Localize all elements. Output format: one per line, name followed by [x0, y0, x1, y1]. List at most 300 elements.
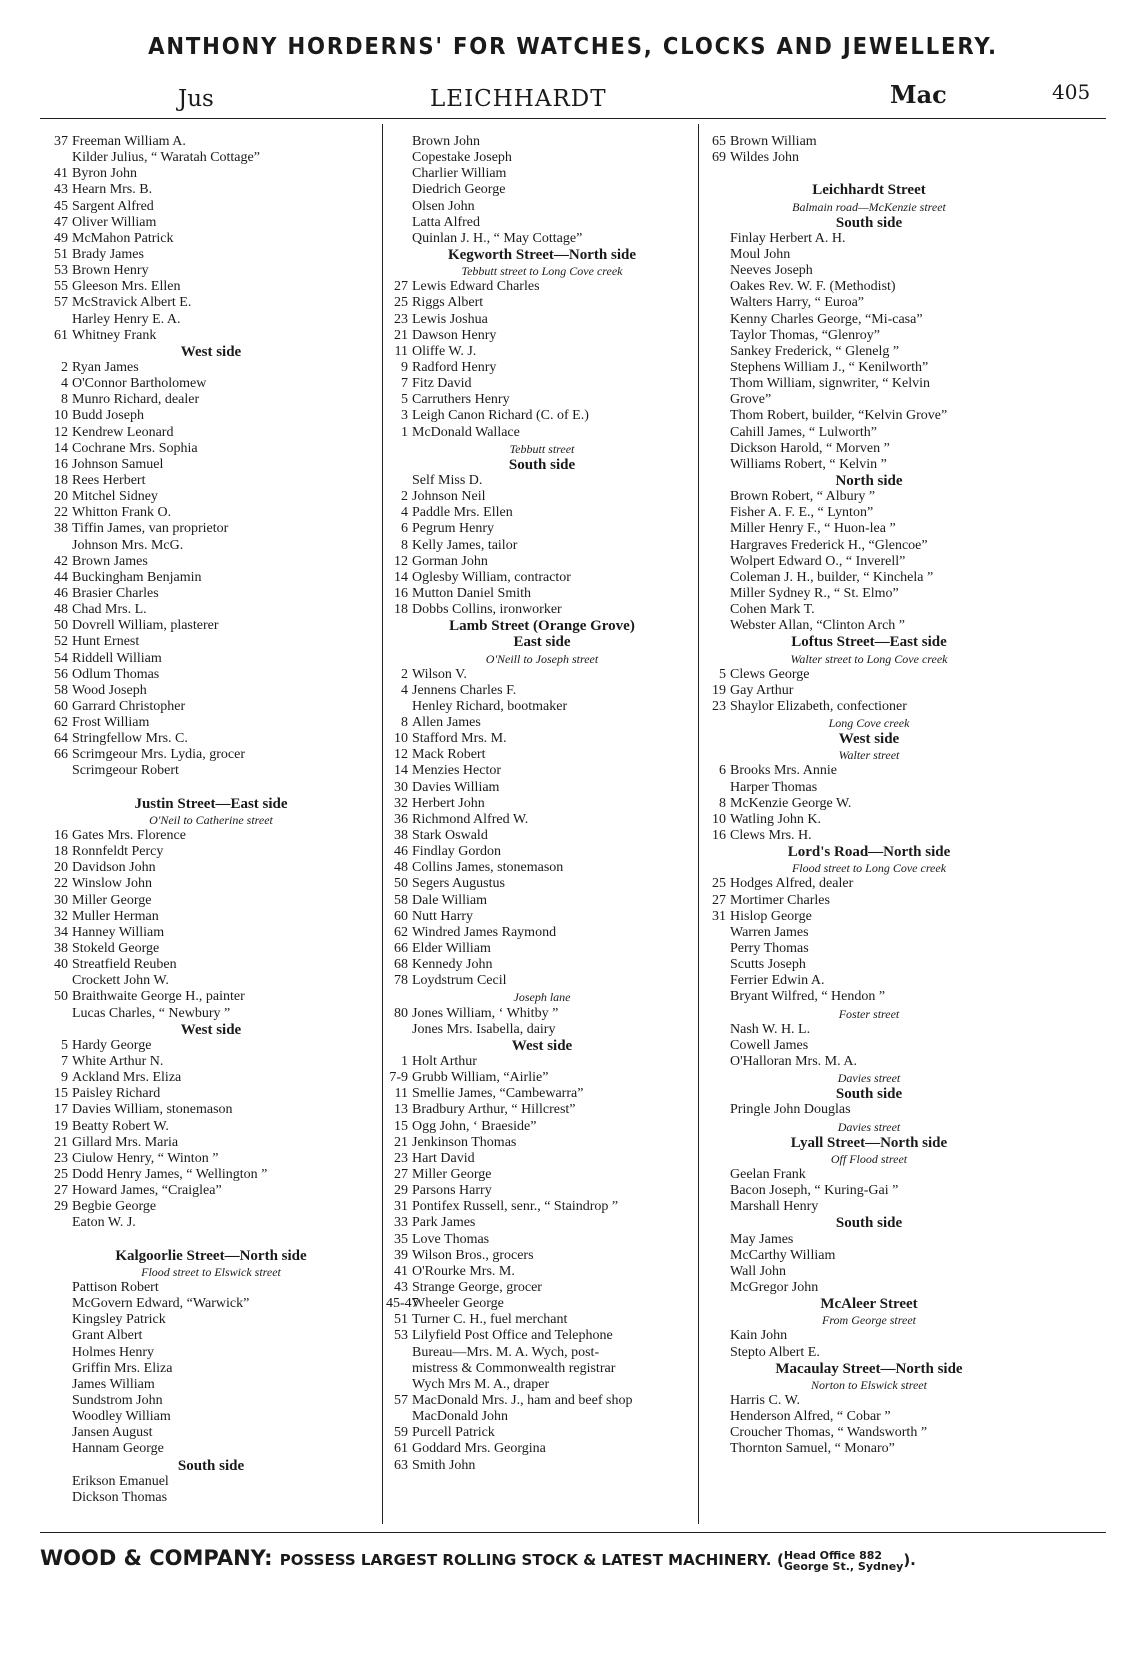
street-heading: Kegworth Street—North side: [447, 246, 637, 263]
resident-name: Hannam George: [72, 1441, 164, 1457]
street-heading: West side: [511, 1037, 573, 1054]
resident-name: Harris C. W.: [730, 1392, 800, 1408]
directory-entry: [46, 376, 376, 392]
resident-name: Pattison Robert: [72, 1279, 159, 1295]
house-number: 25: [712, 876, 726, 892]
advert-address-line2: George St., Sydney: [783, 1559, 904, 1573]
street-extent: Tebbutt street: [509, 441, 575, 456]
resident-name: Grubb William, “Airlie”: [412, 1070, 549, 1086]
directory-entry: [46, 699, 376, 715]
directory-entry: [704, 1425, 1034, 1441]
directory-column-1: [46, 134, 376, 1506]
house-number: 18: [394, 602, 408, 618]
house-number: 23: [394, 1150, 408, 1166]
directory-entry: [386, 780, 698, 796]
house-number: 4: [401, 682, 408, 698]
house-number: 23: [394, 311, 408, 327]
directory-entry: [46, 1441, 376, 1457]
resident-name: Mack Robert: [412, 747, 486, 763]
resident-name: Neeves Joseph: [730, 263, 813, 279]
directory-entry: [704, 328, 1034, 344]
directory-entry: [46, 1409, 376, 1425]
resident-name: Davidson John: [72, 860, 156, 876]
top-banner: ANTHONY HORDERNS' FOR WATCHES, CLOCKS AND JEWELLERY.: [148, 34, 998, 60]
directory-entry: [46, 231, 376, 247]
resident-name: Oliffe W. J.: [412, 343, 477, 359]
directory-entry: [46, 1425, 376, 1441]
footer-rule: [40, 1532, 1106, 1533]
house-number: 47: [54, 214, 68, 230]
house-number: 48: [394, 860, 408, 876]
directory-entry: [46, 1215, 376, 1231]
resident-name: Nutt Harry: [412, 908, 474, 924]
resident-name: Findlay Gordon: [412, 844, 502, 860]
resident-name: Hearn Mrs. B.: [72, 182, 153, 198]
house-number: 41: [394, 1263, 408, 1279]
house-number: 38: [54, 521, 68, 537]
house-number: 10: [394, 731, 408, 747]
resident-name: Hislop George: [730, 908, 812, 924]
house-number: 20: [54, 489, 68, 505]
house-number: 53: [54, 263, 68, 279]
resident-name: Eaton W. J.: [72, 1215, 136, 1231]
resident-name: Whitney Frank: [72, 327, 157, 343]
house-number: 22: [54, 876, 68, 892]
street-heading: Lord's Road—North side: [787, 844, 951, 861]
directory-entry: [46, 1038, 376, 1054]
advert-address: [784, 1550, 903, 1572]
house-number: 27: [394, 1167, 408, 1182]
directory-entry: [46, 489, 376, 505]
resident-name: Sankey Frederick, “ Glenelg ”: [730, 343, 900, 359]
resident-name: Coleman J. H., builder, “ Kinchela ”: [730, 569, 934, 585]
directory-column-3: [704, 134, 1034, 1458]
resident-name: Jones Mrs. Isabella, dairy: [412, 1021, 556, 1037]
resident-name: Miller George: [72, 892, 152, 908]
resident-name: Henderson Alfred, “ Cobar ”: [730, 1409, 891, 1425]
advert-slogan: POSSESS LARGEST ROLLING STOCK & LATEST MACHINERY.: [279, 1551, 772, 1569]
directory-entry: [46, 457, 376, 473]
resident-name: Segers Augustus: [412, 876, 505, 892]
house-number: 12: [54, 424, 68, 440]
resident-name: Oliver William: [72, 214, 157, 230]
house-number: 45: [54, 198, 68, 214]
house-number: 57: [394, 1392, 408, 1408]
house-number: 38: [54, 941, 68, 957]
directory-entry: [704, 408, 1034, 424]
directory-entry: [386, 1102, 698, 1118]
resident-name: McMahon Patrick: [72, 230, 174, 246]
resident-name: Paisley Richard: [72, 1086, 161, 1102]
directory-entry: [46, 505, 376, 521]
page-header: [40, 80, 1106, 120]
street-heading: South side: [508, 456, 576, 473]
directory-entry: [46, 1183, 376, 1199]
header-right-guide: Mac: [890, 80, 947, 109]
directory-entry: [46, 134, 376, 150]
resident-name: Allen James: [412, 715, 481, 731]
resident-name: Hart David: [412, 1150, 475, 1166]
resident-name: Harper Thomas: [730, 779, 818, 795]
resident-name: Shaylor Elizabeth, confectioner: [730, 698, 907, 714]
directory-entry: [46, 618, 376, 634]
directory-entry: [386, 1441, 698, 1457]
house-number: 31: [712, 908, 726, 924]
directory-entry: [386, 360, 698, 376]
house-number: 44: [54, 569, 68, 585]
directory-entry: [704, 925, 1034, 941]
resident-name: May James: [730, 1231, 794, 1247]
directory-entry: [704, 909, 1034, 925]
resident-name: Hunt Ernest: [72, 634, 140, 650]
house-number: 8: [61, 392, 68, 408]
resident-name: Ferrier Edwin A.: [730, 973, 825, 989]
resident-name: Pegrum Henry: [412, 521, 495, 537]
directory-entry: [386, 215, 698, 231]
house-number: 21: [54, 1134, 68, 1150]
directory-entry: [386, 554, 698, 570]
resident-name: Kilder Julius, “ Waratah Cottage”: [72, 150, 260, 166]
directory-entry: [386, 134, 698, 150]
resident-name: Cohen Mark T.: [730, 602, 815, 618]
directory-entry: [386, 1377, 698, 1393]
column-divider: [382, 124, 383, 1524]
resident-name: Woodley William: [72, 1409, 171, 1425]
house-number: 4: [61, 376, 68, 392]
directory-entry: [46, 263, 376, 279]
directory-entry: [386, 328, 698, 344]
resident-name: Munro Richard, dealer: [72, 392, 200, 408]
resident-name: Wych Mrs M. A., draper: [412, 1376, 550, 1392]
directory-entry: [386, 602, 698, 618]
directory-entry: [386, 973, 698, 989]
resident-name: Johnson Samuel: [72, 456, 164, 472]
directory-entry: [46, 554, 376, 570]
house-number: 12: [394, 553, 408, 569]
house-number: 12: [394, 747, 408, 763]
resident-name: Grove”: [730, 392, 772, 408]
resident-name: Oglesby William, contractor: [412, 569, 571, 585]
directory-entry: [704, 1345, 1034, 1361]
directory-entry: [46, 441, 376, 457]
street-heading: Kalgoorlie Street—North side: [115, 1247, 307, 1264]
directory-entry: [704, 1102, 1034, 1118]
resident-name: Frost William: [72, 715, 150, 731]
directory-entry: [386, 425, 698, 441]
street-extent: Davies street: [837, 1071, 901, 1086]
resident-name: Turner C. H., fuel merchant: [412, 1312, 568, 1328]
resident-name: Bacon Joseph, “ Kuring-Gai ”: [730, 1183, 899, 1199]
house-number: 49: [54, 230, 68, 246]
resident-name: Jennens Charles F.: [412, 682, 517, 698]
directory-entry: [704, 893, 1034, 909]
resident-name: Budd Joseph: [72, 408, 144, 424]
directory-entry: [386, 1409, 698, 1425]
house-number: 41: [54, 166, 68, 182]
house-number: 9: [61, 1070, 68, 1086]
directory-entry: [386, 1248, 698, 1264]
directory-entry: [46, 166, 376, 182]
directory-entry: [46, 1328, 376, 1344]
resident-name: Holmes Henry: [72, 1344, 155, 1360]
house-number: 50: [54, 989, 68, 1005]
directory-entry: [46, 150, 376, 166]
directory-entry: [704, 941, 1034, 957]
house-number: 35: [394, 1231, 408, 1247]
resident-name: Brady James: [72, 246, 144, 262]
house-number: 68: [394, 957, 408, 973]
resident-name: Whitton Frank O.: [72, 505, 172, 521]
directory-entry: [46, 828, 376, 844]
resident-name: Clews Mrs. H.: [730, 828, 812, 844]
house-number: 2: [61, 359, 68, 375]
directory-entry: [704, 828, 1034, 844]
resident-name: Gillard Mrs. Maria: [72, 1134, 179, 1150]
street-extent: O'Neill to Joseph street: [485, 651, 599, 666]
house-number: 10: [54, 408, 68, 424]
directory-entry: [386, 1054, 698, 1070]
directory-entry: [46, 425, 376, 441]
resident-name: McCarthy William: [730, 1247, 836, 1263]
resident-name: Diedrich George: [412, 182, 506, 198]
house-number: 5: [401, 392, 408, 408]
directory-entry: [386, 586, 698, 602]
house-number: 38: [394, 828, 408, 844]
resident-name: Leigh Canon Richard (C. of E.): [412, 408, 589, 424]
directory-entry: [46, 893, 376, 909]
directory-entry: [46, 667, 376, 683]
house-number: 4: [401, 505, 408, 521]
resident-name: Freeman William A.: [72, 134, 186, 149]
directory-entry: [46, 392, 376, 408]
resident-name: Dobbs Collins, ironworker: [412, 602, 562, 618]
resident-name: Taylor Thomas, “Glenroy”: [730, 327, 880, 343]
resident-name: McStravick Albert E.: [72, 295, 192, 311]
resident-name: Smith John: [412, 1457, 476, 1473]
house-number: 7-9: [389, 1070, 408, 1086]
resident-name: Scutts Joseph: [730, 957, 806, 973]
directory-entry: [46, 247, 376, 263]
directory-entry: [46, 1361, 376, 1377]
resident-name: Davies William: [412, 779, 500, 795]
directory-entry: [704, 796, 1034, 812]
directory-entry: [386, 699, 698, 715]
street-heading: West side: [838, 731, 900, 748]
directory-entry: [386, 860, 698, 876]
resident-name: Wood Joseph: [72, 682, 147, 698]
directory-entry: [46, 1006, 376, 1022]
street-extent: Balmain road—McKenzie street: [792, 199, 946, 214]
street-extent: Foster street: [838, 1006, 900, 1021]
house-number: 13: [394, 1102, 408, 1118]
directory-entry: [46, 925, 376, 941]
resident-name: Davies William, stonemason: [72, 1102, 233, 1118]
resident-name: Parsons Harry: [412, 1183, 492, 1199]
resident-name: Jenkinson Thomas: [412, 1134, 517, 1150]
house-number: 60: [54, 698, 68, 714]
house-number: 46: [54, 585, 68, 601]
directory-entry: [46, 182, 376, 198]
directory-entry: [46, 295, 376, 311]
house-number: 25: [394, 295, 408, 311]
directory-entry: [704, 263, 1034, 279]
directory-entry: [386, 1135, 698, 1151]
resident-name: Miller George: [412, 1167, 492, 1182]
house-number: 8: [401, 537, 408, 553]
resident-name: Lewis Edward Charles: [412, 279, 540, 295]
directory-entry: [46, 538, 376, 554]
directory-entry: [704, 231, 1034, 247]
resident-name: Charlier William: [412, 166, 507, 182]
directory-entry: [46, 1119, 376, 1135]
directory-entry: [386, 150, 698, 166]
house-number: 23: [712, 698, 726, 714]
directory-entry: [704, 134, 1034, 150]
directory-entry: [386, 893, 698, 909]
directory-entry: [386, 1022, 698, 1038]
directory-entry: [46, 1296, 376, 1312]
directory-entry: [46, 1393, 376, 1409]
house-number: 48: [54, 602, 68, 618]
house-number: 8: [401, 715, 408, 731]
resident-name: Dawson Henry: [412, 327, 497, 343]
resident-name: McGovern Edward, “Warwick”: [72, 1296, 250, 1312]
resident-name: Mortimer Charles: [730, 892, 830, 908]
street-extent: Tebbutt street to Long Cove creek: [461, 264, 623, 279]
resident-name: Goddard Mrs. Georgina: [412, 1441, 546, 1457]
house-number: 78: [394, 973, 408, 989]
resident-name: Wheeler George: [412, 1296, 504, 1312]
house-number: 34: [54, 924, 68, 940]
directory-entry: [46, 1086, 376, 1102]
house-number: 55: [54, 279, 68, 295]
resident-name: Ogg John, ‘ Braeside”: [412, 1118, 537, 1134]
resident-name: Loydstrum Cecil: [412, 973, 507, 989]
directory-entry: [386, 667, 698, 683]
house-number: 69: [712, 150, 726, 166]
resident-name: Marshall Henry: [730, 1199, 819, 1215]
resident-name: Clews George: [730, 666, 810, 682]
resident-name: Fisher A. F. E., “ Lynton”: [730, 505, 874, 521]
resident-name: Love Thomas: [412, 1231, 490, 1247]
street-heading: East side: [513, 634, 571, 651]
directory-entry: [386, 392, 698, 408]
resident-name: Purcell Patrick: [412, 1425, 495, 1441]
directory-entry: [704, 1022, 1034, 1038]
resident-name: Williams Robert, “ Kelvin ”: [730, 456, 887, 472]
directory-entry: [386, 1361, 698, 1377]
directory-entry: [386, 231, 698, 247]
page-number: 405: [1052, 80, 1091, 104]
house-number: 10: [712, 811, 726, 827]
house-number: 20: [54, 860, 68, 876]
resident-name: Miller Sydney R., “ St. Elmo”: [730, 585, 899, 601]
street-heading: Loftus Street—East side: [791, 634, 947, 651]
directory-entry: [704, 586, 1034, 602]
street-heading: North side: [835, 472, 903, 489]
directory-entry: [386, 844, 698, 860]
bottom-advertisement: WOOD & COMPANY: POSSESS LARGEST ROLLING STOCK & LATEST MACHINERY. (Head Office 882 George St., Sydney).: [40, 1546, 916, 1573]
resident-name: Webster Allan, “Clinton Arch ”: [730, 618, 905, 634]
resident-name: Olsen John: [412, 198, 475, 214]
resident-name: Streatfield Reuben: [72, 957, 177, 973]
resident-name: Collins James, stonemason: [412, 860, 564, 876]
resident-name: Nash W. H. L.: [730, 1021, 811, 1037]
directory-entry: [704, 150, 1034, 166]
house-number: 51: [54, 246, 68, 262]
house-number: 27: [394, 279, 408, 295]
resident-name: Gates Mrs. Florence: [72, 828, 186, 844]
directory-entry: [386, 731, 698, 747]
resident-name: Stark Oswald: [412, 828, 488, 844]
resident-name: Croucher Thomas, “ Wandsworth ”: [730, 1425, 928, 1441]
house-number: 19: [54, 1118, 68, 1134]
house-number: 36: [394, 811, 408, 827]
directory-entry: [386, 876, 698, 892]
resident-name: Stephens William J., “ Kenilworth”: [730, 359, 929, 375]
directory-entry: [386, 521, 698, 537]
resident-name: Byron John: [72, 166, 137, 182]
house-number: 16: [394, 585, 408, 601]
street-heading: South side: [835, 1215, 903, 1232]
resident-name: McDonald Wallace: [412, 424, 520, 440]
resident-name: Kelly James, tailor: [412, 537, 518, 553]
resident-name: Wildes John: [730, 150, 800, 166]
resident-name: Watling John K.: [730, 811, 822, 827]
resident-name: Kennedy John: [412, 957, 493, 973]
directory-entry: [386, 796, 698, 812]
directory-entry: [46, 973, 376, 989]
house-number: 18: [54, 472, 68, 488]
resident-name: Geelan Frank: [730, 1167, 806, 1182]
resident-name: Johnson Neil: [412, 489, 486, 505]
resident-name: Copestake Joseph: [412, 150, 512, 166]
directory-entry: [386, 925, 698, 941]
house-number: 16: [54, 828, 68, 844]
directory-entry: [386, 1232, 698, 1248]
spacer: [704, 166, 1034, 182]
directory-entry: [46, 1135, 376, 1151]
house-number: 80: [394, 1005, 408, 1021]
resident-name: Cowell James: [730, 1037, 809, 1053]
resident-name: Harley Henry E. A.: [72, 311, 181, 327]
directory-entry: [386, 505, 698, 521]
house-number: 62: [394, 924, 408, 940]
directory-entry: [46, 328, 376, 344]
directory-entry: [386, 182, 698, 198]
house-number: 53: [394, 1328, 408, 1344]
header-rule: [40, 118, 1106, 119]
directory-entry: [386, 1296, 698, 1312]
house-number: 11: [394, 343, 408, 359]
directory-entry: [704, 989, 1034, 1005]
resident-name: Rees Herbert: [72, 472, 146, 488]
directory-entry: [386, 683, 698, 699]
directory-entry: [386, 715, 698, 731]
directory-entry: [46, 1167, 376, 1183]
resident-name: Latta Alfred: [412, 214, 481, 230]
spacer: [46, 780, 376, 796]
directory-entry: [386, 1425, 698, 1441]
directory-entry: [386, 941, 698, 957]
directory-entry: [46, 602, 376, 618]
resident-name: Self Miss D.: [412, 472, 483, 488]
house-number: 64: [54, 731, 68, 747]
resident-name: James William: [72, 1376, 155, 1392]
house-number: 66: [54, 747, 68, 763]
column-divider: [698, 124, 699, 1524]
house-number: 37: [54, 134, 68, 149]
